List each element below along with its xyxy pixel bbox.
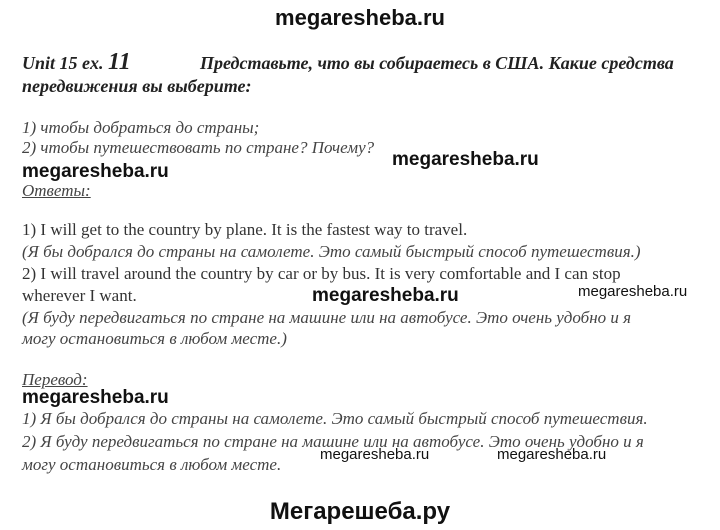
translation-line-1: 1) Я бы добрался до страны на самолете. Это самый быстрый способ путешествия. [22,409,648,428]
answer-2-line-2: wherever I want. [22,286,137,305]
translation-line-3: могу остановиться в любом месте. [22,455,282,474]
answer-1-translation: (Я бы добрался до страны на самолете. Это самый быстрый способ путешествия.) [22,242,641,261]
watermark-small-bottom-1: megaresheba.ru [320,446,430,463]
answer-2-line-1: 2) I will travel around the country by car or by bus. It is very comfortable and I can stop [22,264,621,283]
answer-1: 1) I will get to the country by plane. It is the fastest way to travel. [22,220,468,239]
translation-heading: Перевод: [22,370,88,389]
watermark-left-1: megaresheba.ru [22,161,169,182]
question-2: 2) чтобы путешествовать по стране? Почему? [22,138,375,157]
exercise-number: 11 [108,49,131,75]
watermark-bottom: Мегарешеба.ру [269,498,451,525]
exercise-label [22,50,131,74]
watermark-mid-right: megaresheba.ru [392,149,539,170]
translation-line-2: 2) Я буду передвигаться по стране на машине или на автобусе. Это очень удобно и я [22,432,644,451]
answer-2-translation-line-2: могу остановиться в любом месте.) [22,329,287,348]
answer-2-translation-line-1: (Я буду передвигаться по стране на машине или на автобусе. Это очень удобно и я [22,308,632,327]
question-1: 1) чтобы добраться до страны; [22,118,260,137]
watermark-top: megaresheba.ru [275,5,445,30]
watermark-left-2: megaresheba.ru [22,387,169,408]
watermark-small-bottom-2: megaresheba.ru [497,446,607,463]
unit-label: Unit 15 ex. [22,53,104,73]
watermark-center: megaresheba.ru [312,285,459,306]
watermark-small-right: megaresheba.ru [578,283,688,300]
task-line-2: передвижения вы выберите: [22,76,252,96]
answers-heading: Ответы: [22,181,91,200]
task-line-1: Представьте, что вы собираетесь в США. Какие средства [200,53,674,73]
